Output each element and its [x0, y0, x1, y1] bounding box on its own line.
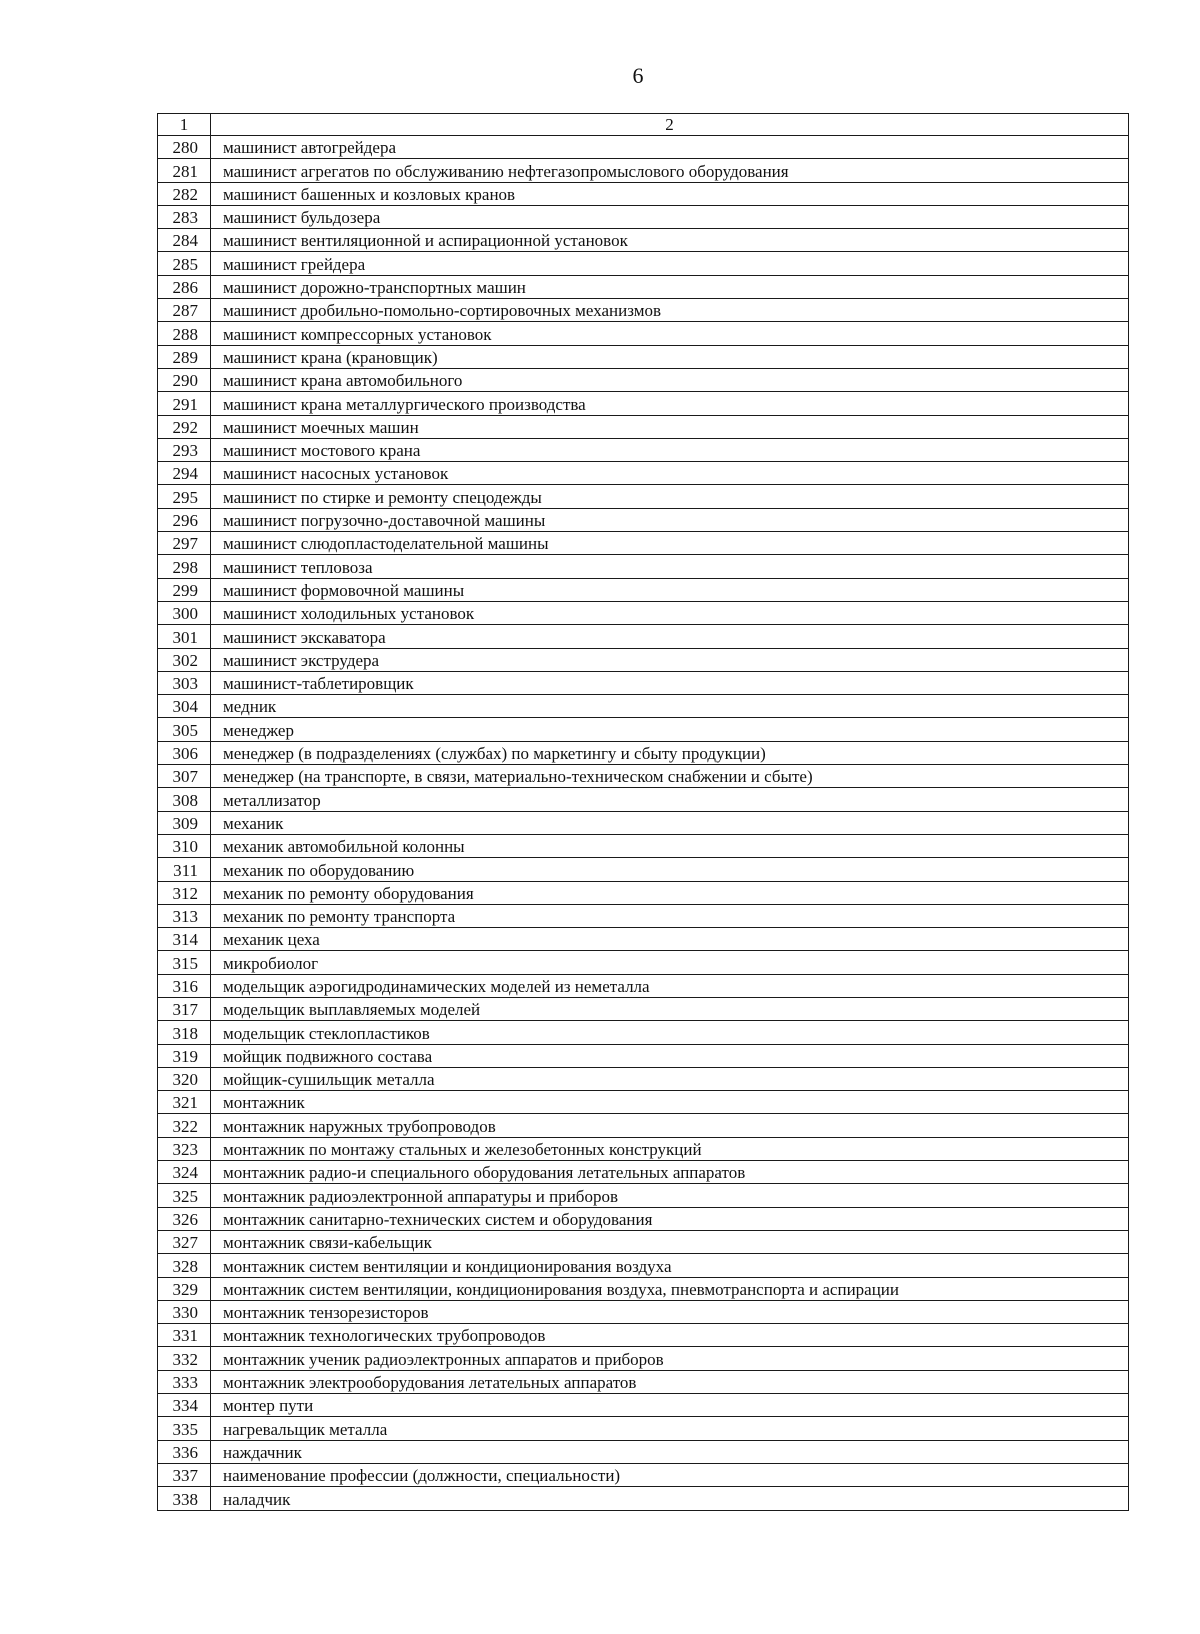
table-row: [158, 205, 1129, 228]
row-number-cell: 321: [158, 1091, 211, 1114]
occupation-name-cell: наименование профессии (должности, специальности): [211, 1463, 1129, 1486]
table-row: [158, 1067, 1129, 1090]
occupation-name-cell: механик: [211, 811, 1129, 834]
table-row: [158, 1114, 1129, 1137]
table-row: [158, 765, 1129, 788]
table-row: [158, 252, 1129, 275]
occupation-name-cell: механик цеха: [211, 928, 1129, 951]
table-row: [158, 275, 1129, 298]
occupations-table: [157, 113, 1129, 1511]
occupation-name-cell: машинист-таблетировщик: [211, 671, 1129, 694]
occupation-name-cell: машинист башенных и козловых кранов: [211, 182, 1129, 205]
row-number-cell: 320: [158, 1067, 211, 1090]
table-row: [158, 997, 1129, 1020]
row-number-cell: 319: [158, 1044, 211, 1067]
occupation-name-cell: монтажник ученик радиоэлектронных аппаратов и приборов: [211, 1347, 1129, 1370]
table-row: [158, 1184, 1129, 1207]
row-number-cell: 291: [158, 392, 211, 415]
occupation-name-cell: машинист грейдера: [211, 252, 1129, 275]
row-number-cell: 332: [158, 1347, 211, 1370]
occupation-name-cell: машинист моечных машин: [211, 415, 1129, 438]
occupation-name-cell: наладчик: [211, 1487, 1129, 1510]
row-number-cell: 322: [158, 1114, 211, 1137]
row-number-cell: 305: [158, 718, 211, 741]
row-number-cell: 282: [158, 182, 211, 205]
occupation-name-cell: монтажник систем вентиляции, кондиционирования воздуха, пневмотранспорта и аспирации: [211, 1277, 1129, 1300]
row-number-cell: 304: [158, 695, 211, 718]
row-number-cell: 315: [158, 951, 211, 974]
row-number-cell: 328: [158, 1254, 211, 1277]
table-row: [158, 788, 1129, 811]
page-number: 6: [632, 63, 644, 88]
table-row: [158, 1137, 1129, 1160]
row-number-cell: 300: [158, 601, 211, 624]
occupation-name-cell: мойщик-сушильщик металла: [211, 1067, 1129, 1090]
occupation-name-cell: механик автомобильной колонны: [211, 834, 1129, 857]
row-number-cell: 285: [158, 252, 211, 275]
row-number-cell: 286: [158, 275, 211, 298]
occupation-name-cell: машинист агрегатов по обслуживанию нефтегазопромыслового оборудования: [211, 159, 1129, 182]
row-number-cell: 316: [158, 974, 211, 997]
row-number-cell: 326: [158, 1207, 211, 1230]
occupation-name-cell: механик по оборудованию: [211, 858, 1129, 881]
table-row: [158, 1440, 1129, 1463]
table-row: [158, 322, 1129, 345]
occupation-name-cell: машинист холодильных установок: [211, 601, 1129, 624]
occupation-name-cell: монтажник: [211, 1091, 1129, 1114]
row-number-cell: 284: [158, 229, 211, 252]
row-number-cell: 334: [158, 1394, 211, 1417]
occupation-name-cell: машинист вентиляционной и аспирационной установок: [211, 229, 1129, 252]
table-row: [158, 508, 1129, 531]
table-row: [158, 1277, 1129, 1300]
occupation-name-cell: монтажник радиоэлектронной аппаратуры и приборов: [211, 1184, 1129, 1207]
row-number-cell: 325: [158, 1184, 211, 1207]
row-number-cell: 313: [158, 904, 211, 927]
row-number-cell: 302: [158, 648, 211, 671]
row-number-cell: 288: [158, 322, 211, 345]
table-row: [158, 601, 1129, 624]
occupation-name-cell: наждачник: [211, 1440, 1129, 1463]
column-header-title: 2: [211, 114, 1129, 136]
occupation-name-cell: медник: [211, 695, 1129, 718]
occupation-name-cell: машинист тепловоза: [211, 555, 1129, 578]
table-row: [158, 881, 1129, 904]
occupation-name-cell: модельщик стеклопластиков: [211, 1021, 1129, 1044]
row-number-cell: 333: [158, 1370, 211, 1393]
table-row: [158, 1370, 1129, 1393]
table-row: [158, 858, 1129, 881]
row-number-cell: 293: [158, 438, 211, 461]
table-header-row: [158, 114, 1129, 136]
row-number-cell: 289: [158, 345, 211, 368]
row-number-cell: 314: [158, 928, 211, 951]
table-row: [158, 462, 1129, 485]
table-row: [158, 345, 1129, 368]
row-number-cell: 331: [158, 1324, 211, 1347]
row-number-cell: 280: [158, 136, 211, 159]
table-row: [158, 182, 1129, 205]
occupation-name-cell: машинист мостового крана: [211, 438, 1129, 461]
table-row: [158, 532, 1129, 555]
row-number-cell: 336: [158, 1440, 211, 1463]
row-number-cell: 281: [158, 159, 211, 182]
row-number-cell: 298: [158, 555, 211, 578]
table-row: [158, 1487, 1129, 1510]
row-number-cell: 294: [158, 462, 211, 485]
table-row: [158, 299, 1129, 322]
row-number-cell: 301: [158, 625, 211, 648]
row-number-cell: 330: [158, 1300, 211, 1323]
table-row: [158, 1347, 1129, 1370]
occupation-name-cell: машинист дробильно-помольно-сортировочных механизмов: [211, 299, 1129, 322]
table-row: [158, 1324, 1129, 1347]
table-row: [158, 904, 1129, 927]
occupation-name-cell: механик по ремонту транспорта: [211, 904, 1129, 927]
table-row: [158, 1021, 1129, 1044]
table-row: [158, 1254, 1129, 1277]
table-row: [158, 1207, 1129, 1230]
occupation-name-cell: машинист дорожно-транспортных машин: [211, 275, 1129, 298]
occupation-name-cell: монтажник по монтажу стальных и железобетонных конструкций: [211, 1137, 1129, 1160]
row-number-cell: 324: [158, 1161, 211, 1184]
occupation-name-cell: металлизатор: [211, 788, 1129, 811]
table-row: [158, 951, 1129, 974]
table-row: [158, 229, 1129, 252]
row-number-cell: 306: [158, 741, 211, 764]
table-row: [158, 1463, 1129, 1486]
occupation-name-cell: машинист формовочной машины: [211, 578, 1129, 601]
table-row: [158, 485, 1129, 508]
table-row: [158, 136, 1129, 159]
occupation-name-cell: машинист экструдера: [211, 648, 1129, 671]
table-row: [158, 741, 1129, 764]
column-header-number: 1: [158, 114, 211, 136]
table-row: [158, 718, 1129, 741]
row-number-cell: 329: [158, 1277, 211, 1300]
occupation-name-cell: монтажник связи-кабельщик: [211, 1230, 1129, 1253]
row-number-cell: 337: [158, 1463, 211, 1486]
row-number-cell: 295: [158, 485, 211, 508]
occupation-name-cell: машинист крана (крановщик): [211, 345, 1129, 368]
table-row: [158, 1417, 1129, 1440]
occupation-name-cell: машинист компрессорных установок: [211, 322, 1129, 345]
table-row: [158, 1300, 1129, 1323]
occupation-name-cell: монтажник систем вентиляции и кондиционирования воздуха: [211, 1254, 1129, 1277]
occupation-name-cell: машинист насосных установок: [211, 462, 1129, 485]
occupation-name-cell: монтажник радио-и специального оборудования летательных аппаратов: [211, 1161, 1129, 1184]
table-row: [158, 415, 1129, 438]
occupation-name-cell: менеджер (в подразделениях (службах) по маркетингу и сбыту продукции): [211, 741, 1129, 764]
occupation-name-cell: монтажник тензорезисторов: [211, 1300, 1129, 1323]
row-number-cell: 311: [158, 858, 211, 881]
row-number-cell: 327: [158, 1230, 211, 1253]
table-row: [158, 928, 1129, 951]
row-number-cell: 317: [158, 997, 211, 1020]
row-number-cell: 307: [158, 765, 211, 788]
occupation-name-cell: машинист слюдопластоделательной машины: [211, 532, 1129, 555]
table-row: [158, 648, 1129, 671]
table-row: [158, 974, 1129, 997]
row-number-cell: 283: [158, 205, 211, 228]
table-row: [158, 1091, 1129, 1114]
occupation-name-cell: микробиолог: [211, 951, 1129, 974]
table-row: [158, 625, 1129, 648]
occupation-name-cell: менеджер: [211, 718, 1129, 741]
occupation-name-cell: машинист бульдозера: [211, 205, 1129, 228]
row-number-cell: 303: [158, 671, 211, 694]
occupation-name-cell: нагревальщик металла: [211, 1417, 1129, 1440]
table-row: [158, 1230, 1129, 1253]
table-row: [158, 834, 1129, 857]
row-number-cell: 310: [158, 834, 211, 857]
row-number-cell: 297: [158, 532, 211, 555]
row-number-cell: 335: [158, 1417, 211, 1440]
row-number-cell: 308: [158, 788, 211, 811]
row-number-cell: 318: [158, 1021, 211, 1044]
table-row: [158, 671, 1129, 694]
occupation-name-cell: монтажник санитарно-технических систем и оборудования: [211, 1207, 1129, 1230]
occupation-name-cell: монтажник электрооборудования летательных аппаратов: [211, 1370, 1129, 1393]
row-number-cell: 309: [158, 811, 211, 834]
occupation-name-cell: машинист по стирке и ремонту спецодежды: [211, 485, 1129, 508]
occupation-name-cell: машинист крана металлургического производства: [211, 392, 1129, 415]
occupation-name-cell: машинист экскаватора: [211, 625, 1129, 648]
occupation-name-cell: машинист крана автомобильного: [211, 368, 1129, 391]
occupation-name-cell: монтажник наружных трубопроводов: [211, 1114, 1129, 1137]
table-row: [158, 695, 1129, 718]
occupation-name-cell: механик по ремонту оборудования: [211, 881, 1129, 904]
row-number-cell: 323: [158, 1137, 211, 1160]
table-row: [158, 438, 1129, 461]
table-row: [158, 1394, 1129, 1417]
table-row: [158, 392, 1129, 415]
row-number-cell: 299: [158, 578, 211, 601]
occupation-name-cell: машинист автогрейдера: [211, 136, 1129, 159]
occupation-name-cell: менеджер (на транспорте, в связи, материально-техническом снабжении и сбыте): [211, 765, 1129, 788]
table-row: [158, 1161, 1129, 1184]
row-number-cell: 312: [158, 881, 211, 904]
row-number-cell: 338: [158, 1487, 211, 1510]
table-row: [158, 811, 1129, 834]
table-row: [158, 368, 1129, 391]
table-row: [158, 159, 1129, 182]
occupation-name-cell: монтажник технологических трубопроводов: [211, 1324, 1129, 1347]
occupation-name-cell: модельщик выплавляемых моделей: [211, 997, 1129, 1020]
occupation-name-cell: модельщик аэрогидродинамических моделей из неметалла: [211, 974, 1129, 997]
table-row: [158, 555, 1129, 578]
row-number-cell: 290: [158, 368, 211, 391]
occupation-name-cell: машинист погрузочно-доставочной машины: [211, 508, 1129, 531]
occupation-name-cell: мойщик подвижного состава: [211, 1044, 1129, 1067]
row-number-cell: 287: [158, 299, 211, 322]
table-row: [158, 1044, 1129, 1067]
row-number-cell: 292: [158, 415, 211, 438]
table-row: [158, 578, 1129, 601]
row-number-cell: 296: [158, 508, 211, 531]
occupation-name-cell: монтер пути: [211, 1394, 1129, 1417]
